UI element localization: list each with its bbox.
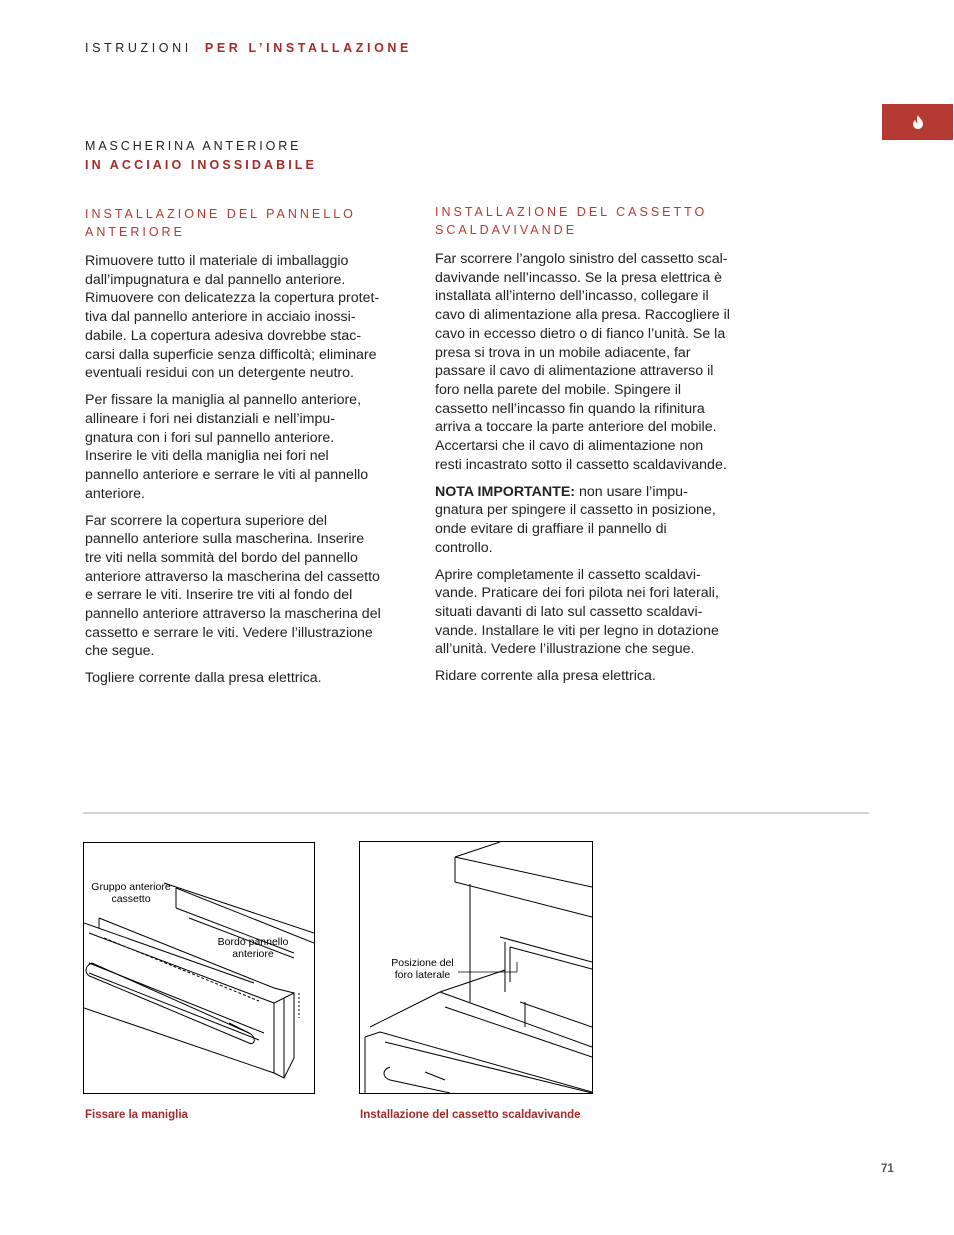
right-heading-line2: SCALDAVIVANDE [435, 223, 578, 237]
right-heading [435, 203, 707, 239]
left-heading-line1: INSTALLAZIONE DEL PANNELLO [85, 207, 356, 221]
running-header [85, 41, 412, 55]
right-paragraph-4: Ridare corrente alla presa elettrica. [435, 668, 656, 685]
flame-icon [912, 115, 924, 129]
figure-warming-drawer-illustration [359, 841, 593, 1094]
figure2-caption: Installazione del cassetto scaldavivande [360, 1109, 581, 1121]
left-paragraph-3: Far scorrere la copertura superiore del pannello anteriore sulla mascherina. Inserire tre viti nella sommità del bordo del pannello anteriore attraverso la mascherina del cassetto e serrare le viti. Inserire tre viti al fondo del pannello anteriore attraverso la mascherina del cassetto e serrare le viti. Vedere l’illustrazione che segue. [85, 512, 381, 660]
left-paragraph-1: Rimuovere tutto il materiale di imballaggio dall’impugnatura e dal pannello anteriore. Rimuovere con delicatezza la copertura protet- tiva dal pannello anteriore in acciaio inossi- dabile. La copertura adesiva dovrebbe stac- carsi dalla superficie senza difficoltà; eliminare eventuali residui con un detergente neutro. [85, 253, 380, 382]
figure-handle-illustration [83, 842, 315, 1094]
label-gruppo-anteriore: Gruppo anteriore cassetto [91, 881, 171, 905]
section-title-line1: MASCHERINA ANTERIORE [85, 139, 302, 153]
header-prefix: ISTRUZIONI [85, 41, 192, 55]
section-divider [83, 812, 869, 814]
label-posizione-foro: Posizione del foro laterale [391, 957, 454, 981]
right-column [435, 250, 770, 694]
right-paragraph-1: Far scorrere l’angolo sinistro del cassetto scal- davivande nell’incasso. Se la presa elettrica è installata all’interno dell’incasso, collegare il cavo di alimentazione alla presa. Raccogliere il cavo in eccesso dietro o di fianco l’unità. Se la presa si trova in un mobile adiacente, far passare il cavo di alimentazione attraverso il foro nella parete del mobile. Spingere il cassetto nell’incasso fin quando la rifinitura arriva a toccare la parte anteriore del mobile. Accertarsi che il cavo di alimentazione non resti incastrato sotto il cassetto scaldavivande. [435, 251, 730, 473]
left-heading [85, 205, 356, 241]
left-column [85, 252, 415, 696]
section-title [85, 137, 317, 175]
section-tab [882, 104, 953, 140]
note-label: NOTA IMPORTANTE: [435, 483, 576, 500]
header-title: PER L’INSTALLAZIONE [204, 41, 412, 55]
page-number: 71 [881, 1163, 894, 1175]
section-title-line2: IN ACCIAIO INOSSIDABILE [85, 158, 317, 172]
left-heading-line2: ANTERIORE [85, 225, 185, 239]
right-heading-line1: INSTALLAZIONE DEL CASSETTO [435, 205, 708, 219]
left-paragraph-4: Togliere corrente dalla presa elettrica. [85, 670, 322, 687]
label-bordo-pannello: Bordo pannello anteriore [217, 936, 289, 960]
right-note: NOTA IMPORTANTE: non usare l’impu- gnatura per spingere il cassetto in posizione, onde evitare di graffiare il pannello di controllo. [435, 483, 716, 556]
figure1-caption: Fissare la maniglia [85, 1109, 188, 1121]
left-paragraph-2: Per fissare la maniglia al pannello anteriore, allineare i fori nei distanziali e nell’impu- gnatura con i fori sul pannello anteriore. Inserire le viti della maniglia nei fori nel pannello anteriore e serrare le viti al pannello anteriore. [85, 392, 369, 502]
right-paragraph-3: Aprire completamente il cassetto scaldavi- vande. Praticare dei fori pilota nei fori laterali, situati davanti di lato sul cassetto scaldavi- vande. Installare le viti per legno in dotazione all’unità. Vedere l’illustrazione che segue. [435, 566, 719, 658]
